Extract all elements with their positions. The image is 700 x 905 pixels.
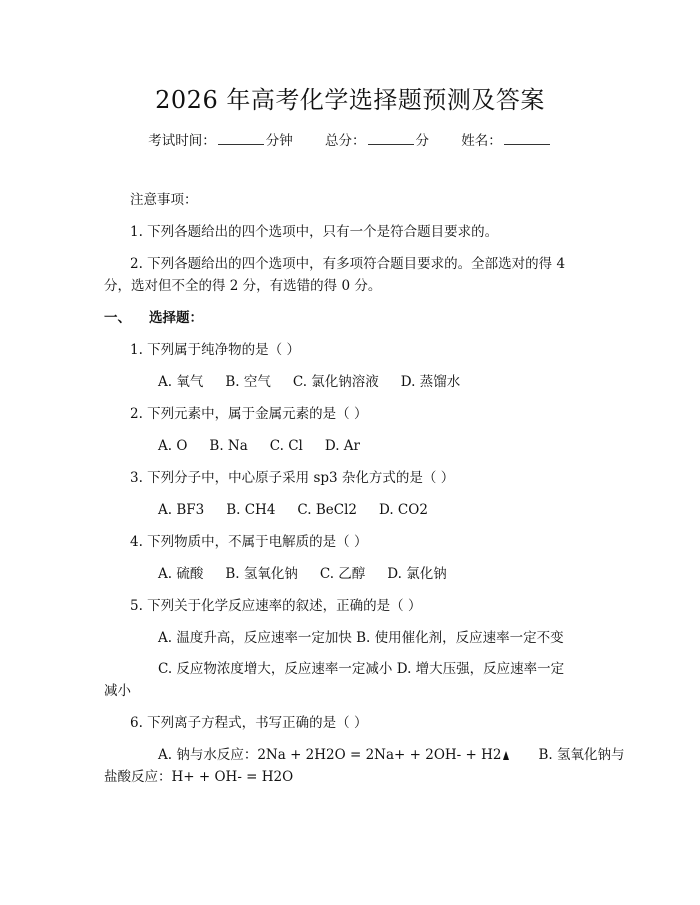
exam-time-field — [148, 133, 293, 149]
option-c: C. Cl — [269, 438, 303, 454]
option-c: C. BeCl2 — [297, 502, 357, 518]
option-b: B. Na — [209, 438, 248, 454]
option-b: B. 氢氧化钠 — [225, 566, 298, 582]
option-d: D. 氯化钠 — [387, 566, 447, 582]
option-a: A. 氧气 — [158, 374, 204, 390]
option-a: A. 硫酸 — [158, 566, 204, 582]
question-3-options — [158, 500, 428, 520]
notes-item-2-line-1: 2. 下列各题给出的四个选项中，有多项符合题目要求的。全部选对的得 4 — [130, 256, 566, 272]
question-4-options — [158, 564, 447, 584]
total-score-blank — [368, 131, 414, 145]
option-a-equation: A. 钠与水反应：2Na + 2H2O = 2Na+ + 2OH- + H2 — [158, 747, 502, 763]
exam-info-row — [0, 131, 700, 151]
question-2-stem: 2. 下列元素中，属于金属元素的是（ ） — [130, 406, 368, 422]
total-score-label: 总分： — [325, 133, 366, 149]
page-title: 2026 年高考化学选择题预测及答案 — [155, 86, 545, 114]
option-a: A. BF3 — [158, 502, 205, 518]
option-c: C. 乙醇 — [319, 566, 366, 582]
section-heading — [104, 308, 203, 328]
section-number: 一、 — [104, 310, 131, 326]
question-5-options-line-2: C. 反应物浓度增大，反应速率一定减小 D. 增大压强，反应速率一定 — [158, 661, 565, 677]
exam-time-unit: 分钟 — [265, 133, 293, 149]
notes-item-2-line-2: 分，选对但不全的得 2 分，有选错的得 0 分。 — [104, 278, 382, 294]
student-name-label: 姓名： — [461, 133, 502, 149]
total-score-unit: 分 — [415, 133, 429, 149]
question-1-stem: 1. 下列属于纯净物的是（ ） — [130, 342, 300, 358]
question-4-stem: 4. 下列物质中，不属于电解质的是（ ） — [130, 534, 368, 550]
exam-time-blank — [218, 131, 264, 145]
option-b: B. CH4 — [226, 502, 276, 518]
student-name-blank — [504, 131, 550, 145]
question-1-options — [158, 372, 460, 392]
question-6-options-line-2: 盐酸反应：H+ + OH- = H2O — [104, 769, 294, 785]
student-name-field — [461, 133, 552, 149]
option-d: D. Ar — [324, 438, 360, 454]
total-score-field — [325, 133, 429, 149]
section-title: 选择题： — [149, 310, 203, 326]
question-5-options-line-1: A. 温度升高，反应速率一定加快 B. 使用催化剂，反应速率一定不变 — [158, 630, 564, 646]
option-a: A. O — [158, 438, 188, 454]
option-b-start: B. 氢氧化钠与 — [538, 747, 625, 763]
question-5-stem: 5. 下列关于化学反应速率的叙述，正确的是（ ） — [130, 598, 422, 614]
question-2-options — [158, 436, 360, 456]
option-c: C. 氯化钠溶液 — [292, 374, 379, 390]
notes-item-1: 1. 下列各题给出的四个选项中，只有一个是符合题目要求的。 — [130, 224, 499, 240]
question-6-stem: 6. 下列离子方程式，书写正确的是（ ） — [130, 715, 368, 731]
gas-up-arrow-icon — [503, 751, 509, 760]
option-d: D. 蒸馏水 — [400, 374, 461, 390]
question-5-options-line-3: 减小 — [104, 683, 131, 699]
exam-time-label: 考试时间： — [148, 133, 216, 149]
notes-heading: 注意事项： — [130, 192, 198, 208]
question-6-options-line-1 — [158, 745, 625, 765]
option-b: B. 空气 — [225, 374, 271, 390]
question-3-stem: 3. 下列分子中，中心原子采用 sp3 杂化方式的是（ ） — [130, 470, 455, 486]
option-d: D. CO2 — [379, 502, 428, 518]
